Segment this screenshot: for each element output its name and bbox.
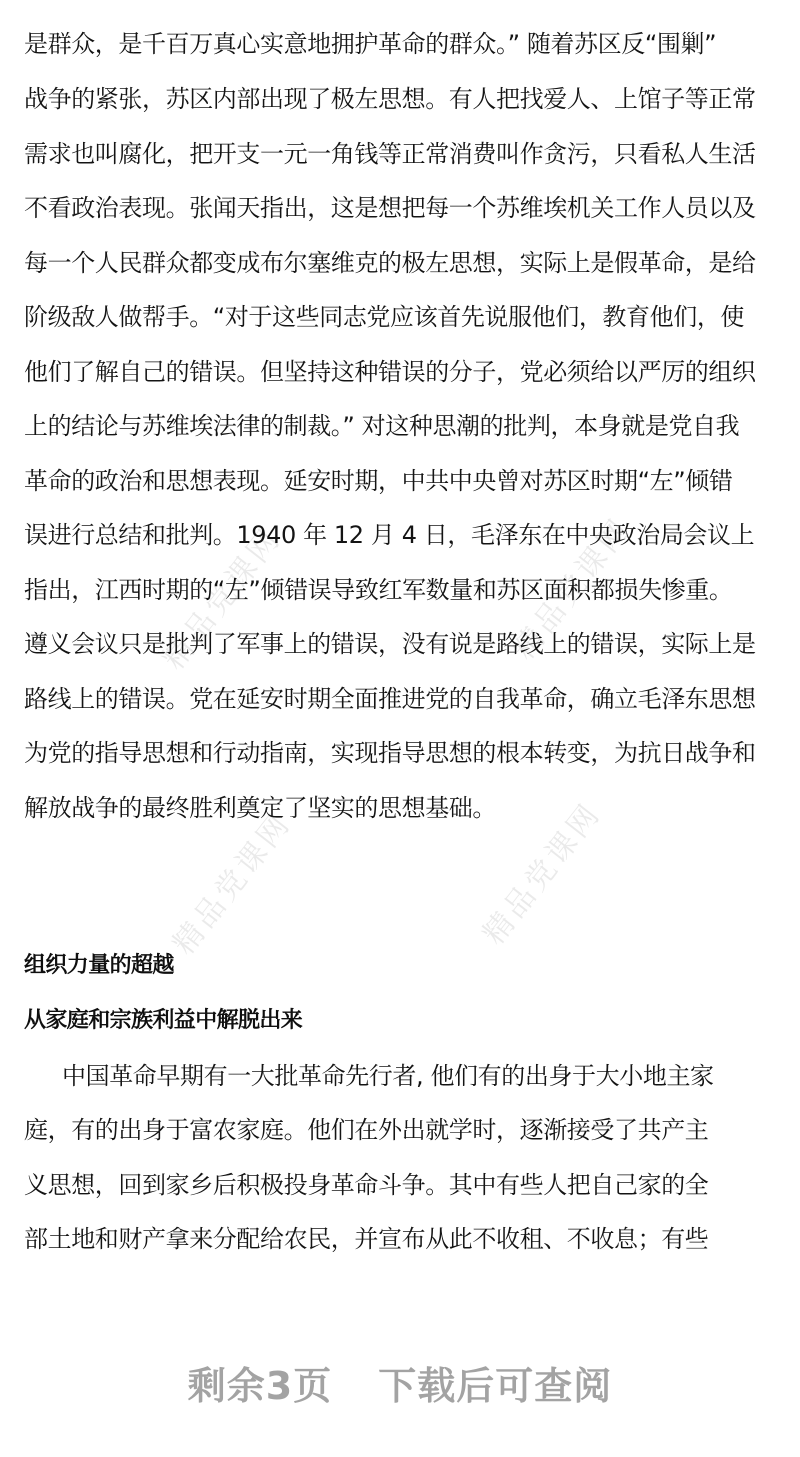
remaining-pages-label[interactable]: 剩余3页 xyxy=(187,1364,333,1408)
text-line: 中国革命早期有一大批革命先行者, 他们有的出身于大小地主家 xyxy=(62,1062,714,1090)
watermark: 精品党课网 xyxy=(506,510,639,667)
text-line: 不看政治表现。张闻天指出，这是想把每一个苏维埃机关工作人员以及 xyxy=(24,194,756,222)
section-heading: 组织力量的超越 xyxy=(24,953,174,978)
text-line: 每一个人民群众都变成布尔塞维克的极左思想，实际上是假革命，是给 xyxy=(24,249,756,277)
text-line: 战争的紧张，苏区内部出现了极左思想。有人把找爱人、上馆子等正常 xyxy=(24,85,756,113)
subsection-heading: 从家庭和宗族利益中解脱出来 xyxy=(24,1008,303,1033)
text-line: 部土地和财产拿来分配给农民，并宣布从此不收租、不收息；有些 xyxy=(24,1225,709,1253)
watermark: 精品党课网 xyxy=(476,795,609,952)
text-line: 革命的政治和思想表现。延安时期，中共中央曾对苏区时期“左”倾错 xyxy=(24,467,733,495)
watermark: 精品党课网 xyxy=(156,520,289,677)
text-line: 遵义会议只是批判了军事上的错误，没有说是路线上的错误，实际上是 xyxy=(24,630,756,658)
download-prompt-label[interactable]: 下载后可查阅 xyxy=(378,1364,613,1408)
text-line: 他们了解自己的错误。但坚持这种错误的分子，党必须给以严厉的组织 xyxy=(24,358,756,386)
text-line: 阶级敌人做帮手。“对于这些同志党应该首先说服他们，教育他们，使 xyxy=(24,303,745,331)
text-line: 是群众，是千百万真心实意地拥护革命的群众。” 随着苏区反“围剿” xyxy=(24,30,717,58)
text-line: 误进行总结和批判。1940 年 12 月 4 日，毛泽东在中央政治局会议上 xyxy=(24,521,755,549)
text-line: 解放战争的最终胜利奠定了坚实的思想基础。 xyxy=(24,794,496,822)
text-line: 上的结论与苏维埃法律的制裁。” 对这种思潮的批判，本身就是党自我 xyxy=(24,412,740,440)
text-line: 需求也叫腐化，把开支一元一角钱等正常消费叫作贪污，只看私人生活 xyxy=(24,140,756,168)
read-more-banner[interactable] xyxy=(0,1355,800,1410)
text-line: 为党的指导思想和行动指南，实现指导思想的根本转变，为抗日战争和 xyxy=(24,739,756,767)
text-line: 义思想，回到家乡后积极投身革命斗争。其中有些人把自己家的全 xyxy=(24,1171,709,1199)
text-line: 路线上的错误。党在延安时期全面推进党的自我革命，确立毛泽东思想 xyxy=(24,685,756,713)
watermark: 精品党课网 xyxy=(166,805,299,962)
text-line: 指出，江西时期的“左”倾错误导致红军数量和苏区面积都损失惨重。 xyxy=(24,576,733,604)
text-line: 庭，有的出身于富农家庭。他们在外出就学时，逐渐接受了共产主 xyxy=(24,1116,709,1144)
